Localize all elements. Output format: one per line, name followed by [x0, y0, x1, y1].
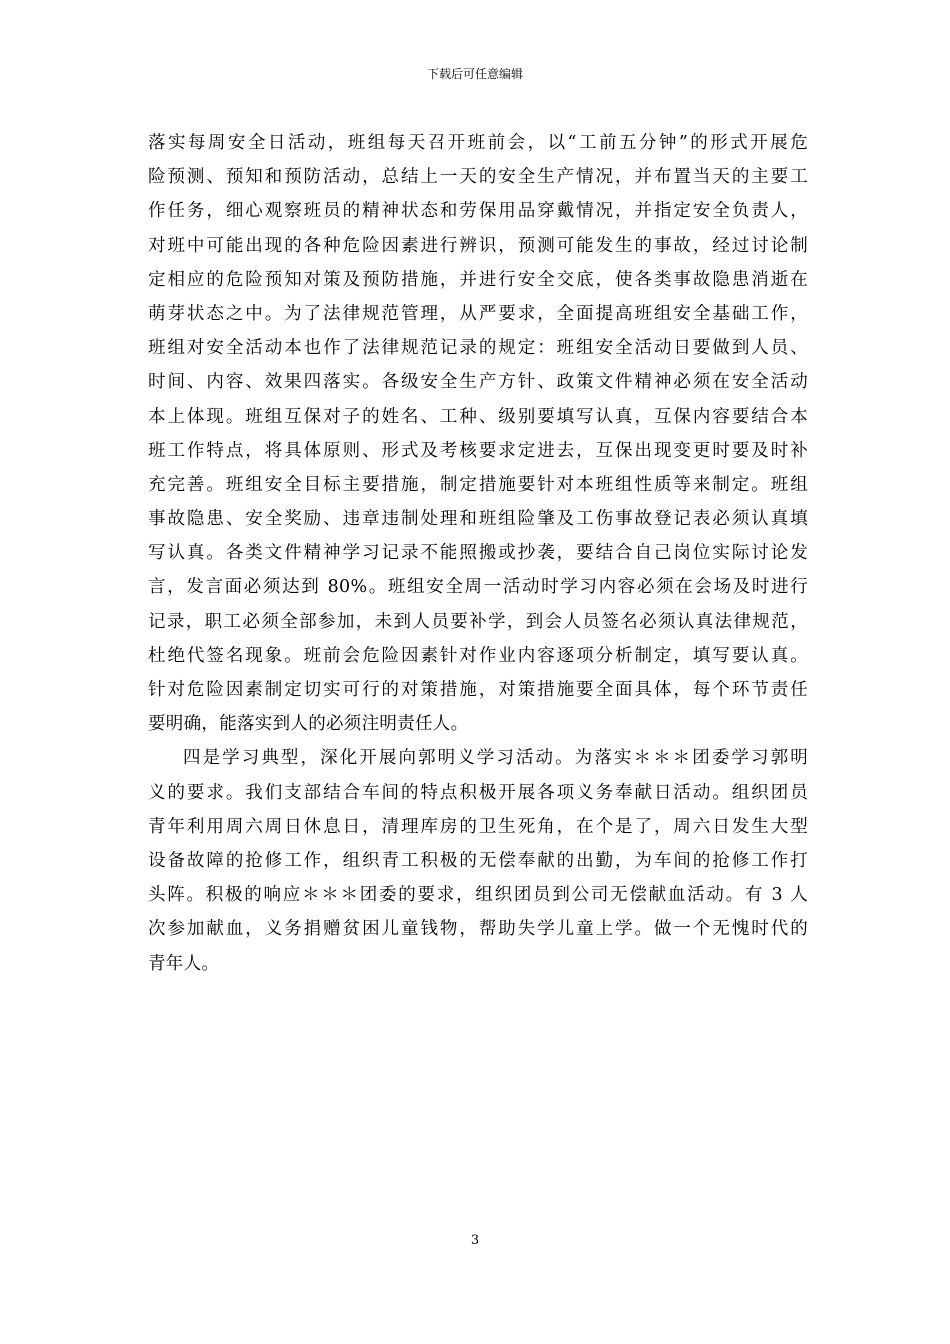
text-line: 险预测、预知和预防活动，总结上一天的安全生产情况，并布置当天的主要工 [148, 167, 808, 188]
text-line: 时间、内容、效果四落实。各级安全生产方针、政策文件精神必须在安全活动 [148, 372, 808, 393]
text-line: 记录，职工必须全部参加，未到人员要补学，到会人员签名必须认真法律规范， [148, 611, 808, 632]
text-line: 四是学习典型，深化开展向郭明义学习活动。为落实＊＊＊团委学习郭明 [183, 748, 808, 769]
text-line: 次参加献血，义务捐赠贫困儿童钱物，帮助失学儿童上学。做一个无愧时代的 [148, 919, 808, 940]
text-line: 设备故障的抢修工作，组织青工积极的无偿奉献的出勤，为车间的抢修工作打 [148, 850, 808, 871]
text-line: 事故隐患、安全奖励、违章违制处理和班组险肇及工伤事故登记表必须认真填 [148, 509, 808, 530]
text-line: 本上体现。班组互保对子的姓名、工种、级别要填写认真，互保内容要结合本 [148, 406, 808, 427]
text-line: 定相应的危险预知对策及预防措施，并进行安全交底，使各类事故隐患消逝在 [148, 269, 808, 290]
text-line: 作任务，细心观察班员的精神状态和劳保用品穿戴情况，并指定安全负责人， [148, 201, 808, 222]
text-line: 头阵。积极的响应＊＊＊团委的要求，组织团员到公司无偿献血活动。有 3 人 [148, 885, 808, 906]
document-body [148, 126, 808, 981]
page-header: 下载后可任意编辑 [426, 67, 523, 81]
paragraph-1 [148, 126, 808, 741]
text-line: 言，发言面必须达到 80%。班组安全周一活动时学习内容必须在会场及时进行 [148, 577, 808, 598]
text-line: 青年利用周六周日休息日，清理库房的卫生死角，在个是了，周六日发生大型 [148, 816, 808, 837]
paragraph-2 [148, 741, 808, 980]
text-line: 充完善。班组安全目标主要措施，制定措施要针对本班组性质等来制定。班组 [148, 474, 808, 495]
text-line: 写认真。各类文件精神学习记录不能照搬或抄袭，要结合自己岗位实际讨论发 [148, 543, 808, 564]
text-line: 杜绝代签名现象。班前会危险因素针对作业内容逐项分析制定，填写要认真。 [148, 645, 808, 666]
text-line: 青年人。 [148, 953, 220, 974]
text-line: 对班中可能出现的各种危险因素进行辨识，预测可能发生的事故，经过讨论制 [148, 235, 808, 256]
text-line: 萌芽状态之中。为了法律规范管理，从严要求，全面提高班组安全基础工作， [148, 303, 808, 324]
page-number: 3 [470, 1233, 480, 1248]
text-line: 针对危险因素制定切实可行的对策措施，对策措施要全面具体，每个环节责任 [148, 680, 808, 700]
text-line: 班组对安全活动本也作了法律规范记录的规定：班组安全活动日要做到人员、 [148, 338, 808, 359]
text-line: 落实每周安全日活动，班组每天召开班前会，以“工前五分钟”的形式开展危 [148, 133, 808, 153]
text-line: 义的要求。我们支部结合车间的特点积极开展各项义务奉献日活动。组织团员 [148, 782, 808, 803]
text-line: 班工作特点，将具体原则、形式及考核要求定进去，互保出现变更时要及时补 [148, 440, 808, 461]
text-line: 要明确，能落实到人的必须注明责任人。 [148, 714, 469, 735]
